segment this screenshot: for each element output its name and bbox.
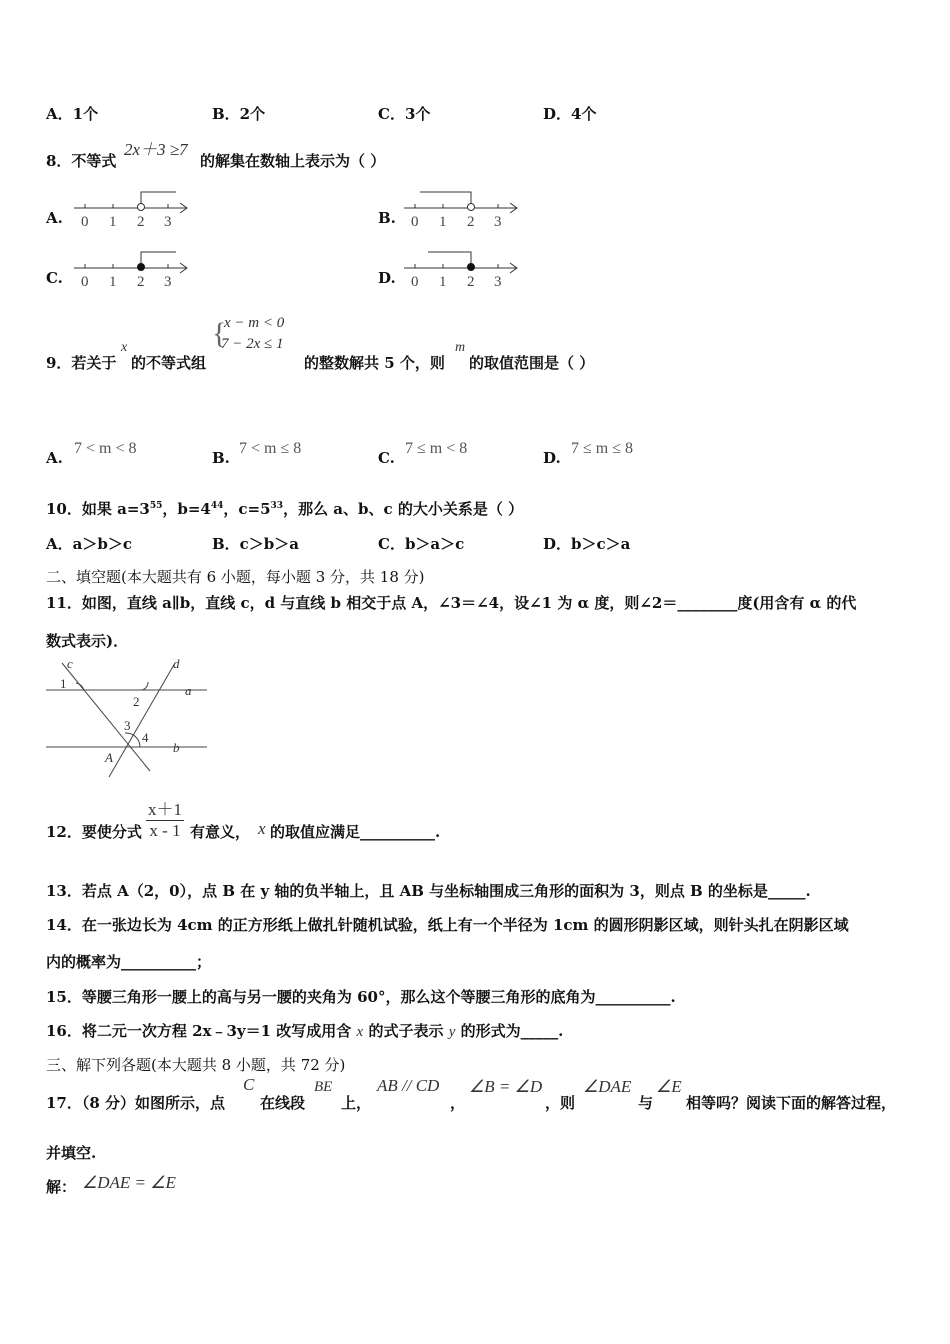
q9-label-b: B.	[212, 449, 230, 467]
q16-var-y: y	[448, 1024, 456, 1040]
q9-var-x: x	[121, 340, 128, 355]
q17-comma: ，	[450, 1094, 466, 1112]
q9-label-a: A.	[46, 449, 63, 467]
label-b: b	[173, 740, 180, 755]
q10-b-base: ，b=4	[162, 500, 211, 518]
q17-t2: 上，	[341, 1094, 372, 1112]
q17-t1: 在线段	[260, 1094, 306, 1112]
q13-text: 13．若点 A（2，0），点 B 在 y 轴的负半轴上，且 AB 与坐标轴围成三角形的面积为 3，则点 B 的坐标是_____.	[46, 882, 811, 900]
q8-label-a: A.	[46, 209, 63, 227]
q9-option-a: 7 < m < 8	[74, 440, 137, 457]
tick-label: 2	[467, 214, 475, 230]
q9-system-line1: x − m < 0	[224, 315, 285, 331]
tick-label: 3	[164, 274, 172, 290]
q12-mid: 有意义，	[190, 823, 251, 841]
q12-tail: 的取值应满足__________.	[270, 823, 441, 841]
q10-option-a: A．a＞b＞c	[46, 535, 132, 553]
q14-line2: 内的概率为__________；	[46, 953, 212, 971]
q16-text	[46, 1020, 563, 1041]
tick-label: 0	[81, 274, 89, 290]
q9-mid: 的不等式组	[131, 354, 207, 372]
tick-label: 1	[439, 214, 447, 230]
q7-option-b: B．2个	[212, 105, 266, 123]
q17-angle-dae: ∠DAE	[583, 1077, 632, 1096]
tick-label: 3	[164, 214, 172, 230]
label-c: c	[67, 656, 73, 671]
q9-option-c: 7 ≤ m < 8	[405, 440, 468, 457]
tick-label: 1	[109, 214, 117, 230]
number-line-b	[400, 186, 530, 232]
tick-label: 2	[137, 274, 145, 290]
label-d: d	[173, 656, 180, 671]
q17-t4: 与	[638, 1094, 654, 1112]
q7-option-d: D．4个	[543, 105, 597, 123]
q9-label-d: D.	[543, 449, 561, 467]
q16-var-x: x	[356, 1024, 364, 1040]
q17-solution-expr: ∠DAE = ∠E	[82, 1173, 176, 1192]
q11-line1: 11．如图，直线 a∥b，直线 c，d 与直线 b 相交于点 A，∠3＝∠4，设∠1 为 α 度，则∠2＝________度(用含有 α 的代	[46, 594, 857, 612]
q17-solution-label: 解：	[46, 1178, 77, 1196]
q12-fraction-numerator: x＋1	[146, 795, 184, 821]
q16-tail: 的形式为_____.	[460, 1022, 564, 1040]
angle-3: 3	[124, 718, 131, 733]
q9-option-b: 7 < m ≤ 8	[239, 440, 302, 457]
section-3-heading: 三、解下列各题(本大题共 8 小题，共 72 分)	[46, 1056, 346, 1074]
tick-label: 3	[494, 214, 502, 230]
tick-label: 1	[439, 274, 447, 290]
q8-label-d: D.	[378, 269, 396, 287]
q17-segment-be: BE	[314, 1079, 333, 1095]
q10-c-base: ，c=5	[223, 500, 271, 518]
q9-tail1: 的整数解共 5 个，则	[304, 354, 445, 372]
tick-label: 1	[109, 274, 117, 290]
q17-t3: ，则	[545, 1094, 576, 1112]
label-a: a	[185, 683, 192, 698]
q12-fraction	[146, 795, 184, 841]
tick-label: 0	[81, 214, 89, 230]
angle-2: 2	[133, 694, 140, 709]
q17-line2: 并填空.	[46, 1144, 97, 1162]
q14-line1: 14．在一张边长为 4cm 的正方形纸上做扎针随机试验，纸上有一个半径为 1cm 的圆形阴影区域，则针头扎在阴影区域	[46, 916, 849, 934]
q8-label-c: C.	[46, 269, 63, 287]
q17-angles-equal: ∠B = ∠D	[469, 1077, 543, 1096]
q12-fraction-denominator: x - 1	[149, 821, 181, 840]
q15-text: 15．等腰三角形一腰上的高与另一腰的夹角为 60°，那么这个等腰三角形的底角为__________.	[46, 988, 676, 1006]
q10-stem	[46, 498, 523, 519]
q16-mid: 的式子表示	[368, 1022, 444, 1040]
tick-label: 2	[137, 214, 145, 230]
q11-figure	[42, 655, 207, 780]
q17-point-c: C	[243, 1075, 255, 1094]
label-A: A	[105, 750, 113, 765]
q17-parallel: AB // CD	[377, 1076, 440, 1095]
q8-inequality: 2x＋3 ≥7	[124, 140, 188, 159]
q17-stem: 17．（8 分）如图所示，点	[46, 1094, 226, 1112]
section-2-heading: 二、填空题(本大题共有 6 小题，每小题 3 分，共 18 分)	[46, 568, 425, 586]
line-d	[109, 663, 175, 777]
q9-option-d: 7 ≤ m ≤ 8	[571, 440, 634, 457]
q10-c-exponent: 33	[270, 501, 284, 511]
tick-label: 3	[494, 274, 502, 290]
q8-tail: 的解集在数轴上表示为（ ）	[200, 152, 386, 170]
q9-tail2: 的取值范围是（ ）	[469, 354, 595, 372]
q10-a-base: 10．如果 a=3	[46, 500, 150, 518]
q9-var-m: m	[455, 340, 466, 355]
q7-option-a: A．1个	[46, 105, 99, 123]
q16-pre: 16．将二元一次方程 2x﹣3y＝1 改写成用含	[46, 1022, 352, 1040]
tick-label: 2	[467, 274, 475, 290]
q10-option-c: C．b＞a＞c	[378, 535, 465, 553]
angle-4: 4	[142, 730, 149, 745]
q17-angle-e: ∠E	[656, 1077, 682, 1096]
q7-option-c: C．3个	[378, 105, 431, 123]
q9-label-c: C.	[378, 449, 395, 467]
angle-1: 1	[60, 676, 67, 691]
q12-stem: 12．要使分式	[46, 823, 142, 841]
tick-label: 0	[411, 214, 419, 230]
q8-label-b: B.	[378, 209, 396, 227]
q10-option-b: B．c＞b＞a	[212, 535, 300, 553]
q10-option-d: D．b＞c＞a	[543, 535, 631, 553]
q10-b-exponent: 44	[210, 501, 224, 511]
q17-t5: 相等吗？阅读下面的解答过程，	[686, 1094, 897, 1112]
q10-a-exponent: 55	[149, 501, 163, 511]
q9-stem: 9．若关于	[46, 354, 117, 372]
number-line-d	[400, 246, 530, 292]
tick-label: 0	[411, 274, 419, 290]
number-line-c	[70, 246, 200, 292]
q11-line2: 数式表示)．	[46, 632, 129, 650]
q9-system-line2: 7 − 2x ≤ 1	[221, 336, 284, 352]
q9-brace: {	[212, 317, 227, 350]
q12-var-x: x	[258, 819, 266, 838]
number-line-a	[70, 186, 200, 232]
q8-stem: 8．不等式	[46, 152, 117, 170]
q10-tail: ，那么 a、b、c 的大小关系是（ ）	[283, 500, 524, 518]
